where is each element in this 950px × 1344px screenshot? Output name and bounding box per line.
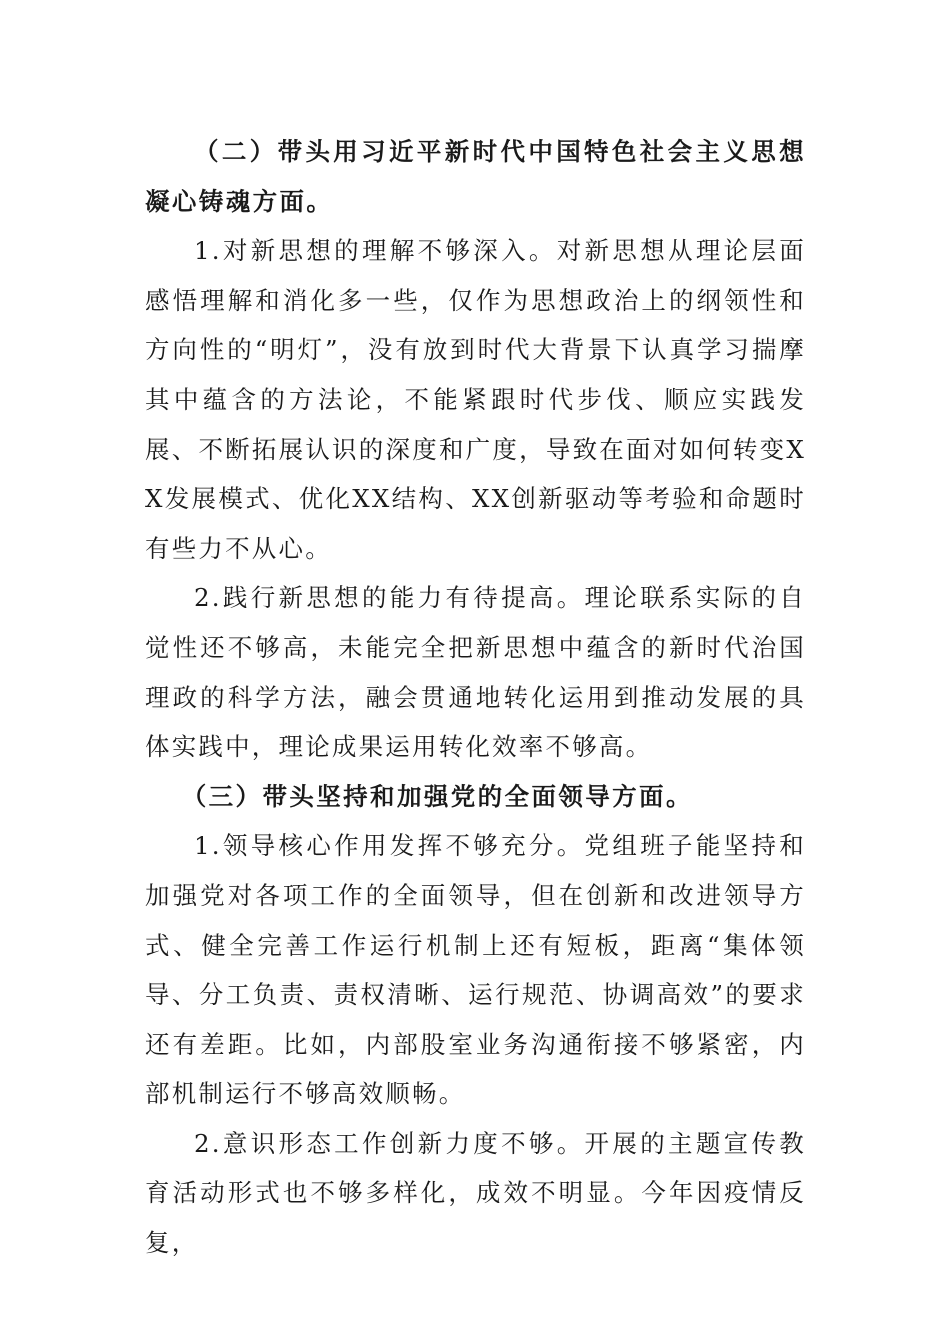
document-body [145, 127, 806, 1268]
paragraph-item-3-2: 2.意识形态工作创新力度不够。开展的主题宣传教育活动形式也不够多样化，成效不明显。今年因疫情反复， [145, 1128, 806, 1258]
section-heading-3: （三）带头坚持和加强党的全面领导方面。 [181, 781, 693, 811]
paragraph-item-2-1: 1.对新思想的理解不够深入。对新思想从理论层面感悟理解和消化多一些，仅作为思想政治上的纲领性和方向性的“明灯”，没有放到时代大背景下认真学习揣摩其中蕴含的方法论，不能紧跟时代步伐、顺应实践发展、不断拓展认识的深度和广度，导致在面对如何转变XX发展模式、优化XX结构、XX创新驱动等考验和命题时有些力不从心。 [145, 236, 806, 563]
paragraph-item-3-1: 1.领导核心作用发挥不够充分。党组班子能坚持和加强党对各项工作的全面领导，但在创新和改进领导方式、健全完善工作运行机制上还有短板，距离“集体领导、分工负责、责权清晰、运行规范、协调高效”的要求还有差距。比如，内部股室业务沟通衔接不够紧密，内部机制运行不够高效顺畅。 [145, 831, 806, 1109]
paragraph-item-2-2: 2.践行新思想的能力有待提高。理论联系实际的自觉性还不够高，未能完全把新思想中蕴含的新时代治国理政的科学方法，融会贯通地转化运用到推动发展的具体实践中，理论成果运用转化效率不够高。 [145, 583, 806, 762]
section-heading-2: （二）带头用习近平新时代中国特色社会主义思想凝心铸魂方面。 [145, 137, 806, 216]
